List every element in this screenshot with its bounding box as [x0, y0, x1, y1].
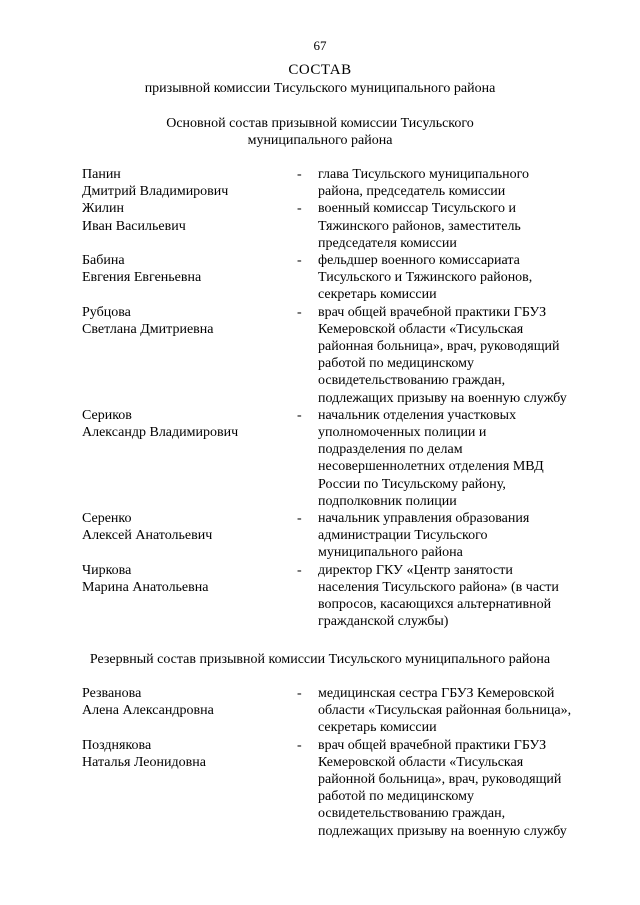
member-dash: -	[297, 407, 302, 423]
member-dash: -	[297, 167, 302, 182]
member-role-line: работой по медицинскому	[318, 789, 474, 805]
member-entry	[0, 304, 640, 407]
member-role-line: муниципального района	[318, 545, 463, 561]
member-role-line: Кемеровской области «Тисульская	[318, 754, 524, 770]
member-role-line: подлежащих призыву на военную службу	[318, 390, 567, 406]
member-surname: Панин	[82, 167, 121, 182]
member-role-line: начальник управления образования	[318, 511, 530, 527]
member-given-names: Иван Васильевич	[82, 218, 186, 234]
document-subtitle: призывной комиссии Тисульского муниципального района	[144, 81, 496, 96]
member-given-names: Александр Владимирович	[82, 425, 239, 441]
member-role-line: вопросов, касающихся альтернативной	[318, 597, 552, 613]
member-role-line: председателя комиссии	[318, 235, 457, 251]
member-dash: -	[297, 304, 302, 320]
member-surname: Серенко	[82, 511, 132, 527]
member-role-line: районная больница», врач, руководящий	[318, 339, 560, 355]
member-role-line: подполковник полиции	[318, 493, 457, 509]
member-role-line: директор ГКУ «Центр занятости	[318, 562, 513, 578]
member-surname: Сериков	[82, 407, 132, 423]
member-dash: -	[297, 511, 302, 527]
member-entry	[0, 510, 640, 562]
member-surname: Бабина	[82, 253, 125, 269]
member-dash: -	[297, 686, 302, 701]
member-entry	[0, 685, 640, 737]
main-members-list	[0, 166, 640, 630]
member-role	[318, 510, 598, 562]
member-name	[82, 166, 282, 200]
member-role-line: секретарь комиссии	[318, 287, 437, 303]
member-name	[82, 737, 282, 771]
member-name	[82, 304, 282, 338]
member-role-line: несовершеннолетних отделения МВД	[318, 459, 544, 475]
member-role-line: уполномоченных полиции и	[318, 425, 487, 441]
member-role-line: врач общей врачебной практики ГБУЗ	[318, 304, 547, 320]
member-given-names: Дмитрий Владимирович	[82, 184, 229, 200]
member-given-names: Алена Александровна	[82, 703, 214, 719]
member-role-line: администрации Тисульского	[318, 528, 488, 544]
member-entry	[0, 562, 640, 631]
main-section-heading: Основной состав призывной комиссии Тисульского	[166, 116, 474, 131]
member-role	[318, 737, 598, 840]
member-given-names: Евгения Евгеньевна	[82, 270, 202, 286]
member-role-line: Кемеровской области «Тисульская	[318, 321, 524, 337]
reserve-members-list	[0, 685, 640, 840]
member-role-line: освидетельствованию граждан,	[318, 806, 506, 822]
member-role-line: подлежащих призыву на военную службу	[318, 823, 567, 839]
member-role	[318, 562, 598, 631]
member-surname: Рубцова	[82, 304, 131, 320]
member-role	[318, 252, 598, 304]
member-role-line: района, председатель комиссии	[318, 184, 506, 200]
main-section-heading-continued: муниципального района	[247, 133, 393, 148]
member-role	[318, 166, 598, 200]
member-role-line: населения Тисульского района» (в части	[318, 579, 559, 595]
member-role-line: врач общей врачебной практики ГБУЗ	[318, 737, 547, 753]
member-role	[318, 407, 598, 510]
member-role-line: России по Тисульскому району,	[318, 476, 506, 492]
member-entry	[0, 737, 640, 840]
document-title: СОСТАВ	[288, 62, 352, 78]
member-dash: -	[297, 253, 302, 269]
member-given-names: Алексей Анатольевич	[82, 528, 213, 544]
member-role	[318, 685, 598, 737]
page-number: 67	[313, 38, 327, 53]
reserve-section-heading: Резервный состав призывной комиссии Тисульского муниципального района	[89, 652, 551, 667]
member-role	[318, 304, 598, 407]
member-surname: Резванова	[82, 686, 142, 701]
member-dash: -	[297, 562, 302, 578]
member-role-line: глава Тисульского муниципального	[318, 167, 529, 182]
member-surname: Жилин	[82, 201, 125, 217]
member-role-line: Тисульского и Тяжинского районов,	[318, 270, 533, 286]
member-name	[82, 562, 282, 596]
member-role-line: начальник отделения участковых	[318, 407, 517, 423]
member-given-names: Марина Анатольевна	[82, 579, 209, 595]
member-surname: Позднякова	[82, 737, 152, 753]
member-role-line: работой по медицинскому	[318, 356, 474, 372]
member-name	[82, 510, 282, 544]
member-role-line: подразделения по делам	[318, 442, 463, 458]
member-role	[318, 200, 598, 252]
member-role-line: фельдшер военного комиссариата	[318, 253, 520, 269]
member-name	[82, 685, 282, 719]
member-entry	[0, 166, 640, 200]
member-entry	[0, 200, 640, 252]
member-role-line: гражданской службы)	[318, 614, 449, 630]
member-entry	[0, 407, 640, 510]
member-entry	[0, 252, 640, 304]
member-name	[82, 252, 282, 286]
member-role-line: секретарь комиссии	[318, 720, 437, 736]
member-role-line: Тяжинского районов, заместитель	[318, 218, 521, 234]
member-role-line: медицинская сестра ГБУЗ Кемеровской	[318, 686, 555, 701]
member-given-names: Наталья Леонидовна	[82, 754, 206, 770]
member-name	[82, 200, 282, 234]
member-surname: Чиркова	[82, 562, 132, 578]
member-given-names: Светлана Дмитриевна	[82, 321, 214, 337]
member-dash: -	[297, 737, 302, 753]
member-role-line: освидетельствованию граждан,	[318, 373, 506, 389]
member-dash: -	[297, 201, 302, 217]
member-role-line: области «Тисульская районная больница»,	[318, 703, 572, 719]
member-role-line: районной больница», врач, руководящий	[318, 772, 562, 788]
member-name	[82, 407, 282, 441]
member-role-line: военный комиссар Тисульского и	[318, 201, 516, 217]
